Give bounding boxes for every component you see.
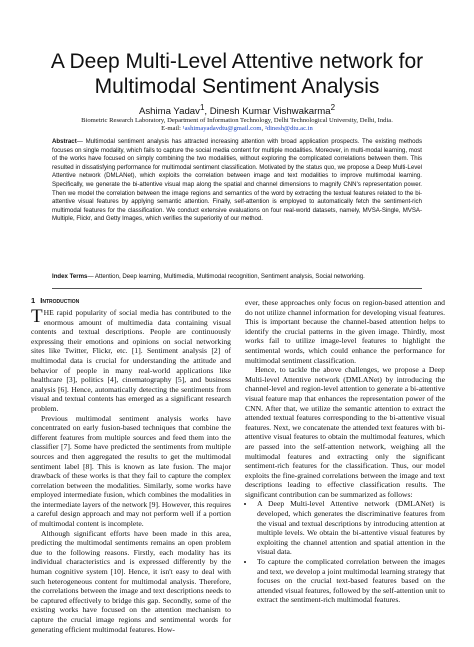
section-heading xyxy=(31,296,79,306)
paragraph: THE rapid popularity of social media has contributed to the enormous amount of multimedia data containing visual contents and textual descriptions. People are continuously expressing their emotions and opinions on social networking sites like Twitter, Flickr, etc. [1]. Sentiment analysis [2] of multimodal data is crucial for understanding the attitude and behavior of people in many real-world applications like healthcare [3], politics [4], cinematography [5], and business analysis [6]. Hence, automatically detecting the sentiments from visual and textual contents has emerged as a significant research problem. xyxy=(31,306,231,413)
email-separator: , xyxy=(261,125,265,132)
author-2-sup: 2 xyxy=(330,103,336,112)
section-number: 1 xyxy=(31,296,36,305)
paper-title xyxy=(0,49,474,99)
author-2: Dinesh Kumar Vishwakarma xyxy=(209,106,331,118)
paragraph: Previous multimodal sentiment analysis works have concentrated on early fusion-based techniques that combine the different features from multiple sources and feed them into the classifier [7]. Some have predicted the sentiments from multiple sources and then aggregated the results to get the multimodal sentiment label [8]. This is known as late fusion. The major drawback of these works is that they fail to capture the complex correlation between the modalities. Similarly, some works have employed intermediate fusion, which combines the modalities in the intermediate layers of the network [9]. However, this requires a careful design approach and may not perform well if a portion of multimodal content is incomplete. xyxy=(31,413,231,529)
section-title: Introduction xyxy=(40,296,80,305)
abstract xyxy=(52,138,422,224)
abstract-text: — Multimodal sentiment analysis has attracted increasing attention with broad application prospects. The existing methods focuses on single modality, which fails to capture the social media content for multiple modalities. Moreover, in multi-modal learning, most of the works have focused on simply combining the two modalities, without exploring the complicated correlations between them. This resulted in dissatisfying performance for multimodal sentiment classification. Motivated by the status quo, we propose a Deep Multi-Level Attentive network (DMLANet), which exploits the correlation between image and text modalities to improve multimodal learning. Specifically, we generate the bi-attentive visual map along the spatial and channel dimensions to magnify CNN's representation power. Then we model the correlation between the image regions and semantics of the word by extracting the textual features related to the bi-attentive visual features by applying semantic attention. Finally, self-attention is employed to automatically fetch the sentiment-rich multimodal features for the classification. We conduct extensive evaluations on four real-world datasets, namely, MVSA-Single, MVSA-Multiple, Flickr, and Getty Images, which verifies the superiority of our method. xyxy=(52,138,422,223)
right-column xyxy=(245,298,445,605)
list-item: • To capture the complicated correlation between the images and text, we develop a joint multimodal learning strategy that focuses on the crucial text-based features based on the attended visual features, followed by the self-attention unit to extract the sentiment-rich multimodal features. xyxy=(255,557,445,605)
author-separator: , xyxy=(204,106,210,118)
affiliation: Biometric Research Laboratory, Department of Information Technology, Delhi Technological University, Delhi, India. xyxy=(81,117,393,124)
index-terms-label: Index Terms xyxy=(52,273,88,280)
author-list xyxy=(0,102,474,118)
list-item: • A Deep Multi-level Attentive network (DMLANet) is developed, which generates the discriminative features from the visual and textual descriptions by introducing attention at multiple levels. We obtain the bi-attentive visual features by exploiting the channel attention and spatial attention in the visual data. xyxy=(255,499,445,557)
paragraph: ever, these approaches only focus on region-based attention and do not utilize channel information for developing visual features. This is important because the channel-based attention helps to identify the crucial patterns in the given image. Thirdly, most works fail to utilize image-level features to highlight the sentimental words, which could enhance the performance for multimodal sentiment classification. xyxy=(245,298,445,365)
email-line xyxy=(0,125,474,133)
author-1-sup: 1 xyxy=(199,103,205,112)
contribution-list xyxy=(245,499,445,605)
section-divider xyxy=(52,288,422,289)
left-column xyxy=(31,308,231,634)
email-link-1[interactable]: ¹ashimayadavdtu@gmail.com xyxy=(182,125,262,132)
abstract-label: Abstract xyxy=(52,138,77,145)
drop-cap: T xyxy=(31,306,43,327)
title-line-1: A Deep Multi-Level Attentive network for xyxy=(50,50,424,73)
email-prefix: E-mail: xyxy=(161,125,183,132)
email-link-2[interactable]: ²dinesh@dtu.ac.in xyxy=(264,125,313,132)
paragraph: Hence, to tackle the above challenges, we propose a Deep Multi-level Attentive network (DMLANet) by introducing the channel-level and region-level attention to generate a bi-attentive visual feature map that enhances the representation power of the CNN. After that, we utilize the semantic attention to extract the attended textual features corresponding to the bi-attentive visual features. Next, we concatenate the attended text features with bi-attentive visual features to obtain the multimodal features, which are passed into the self-attention network, weighing all the multimodal features and extracting only the significant sentiment-rich features for the classification. Thus, our model exploits the fine-grained correlations between the image and text descriptions leading to effective classification results. The significant contribution can be summarized as follows: xyxy=(245,365,445,499)
paragraph: Although significant efforts have been made in this area, predicting the multimodal sentiments remains an open problem due to the following reasons. Firstly, each modality has its individual characteristics and is expressed differently by the human cognitive system [10]. Hence, it isn't easy to deal with such heterogeneous content for multimodal analysis. Therefore, the correlations between the image and text descriptions needs to be captured effectively to bridge this gap. Secondly, some of the existing works have focused on the attention mechanism to capture the crucial image regions and sentimental words for generating efficient multimodal features. How- xyxy=(31,528,231,634)
index-terms-text: — Attention, Deep learning, Multimedia, Multimodal recognition, Sentiment analysis, Social networking. xyxy=(87,273,365,280)
title-line-2: Multimodal Sentiment Analysis xyxy=(94,75,380,98)
author-1: Ashima Yadav xyxy=(138,106,200,118)
index-terms xyxy=(52,273,422,282)
